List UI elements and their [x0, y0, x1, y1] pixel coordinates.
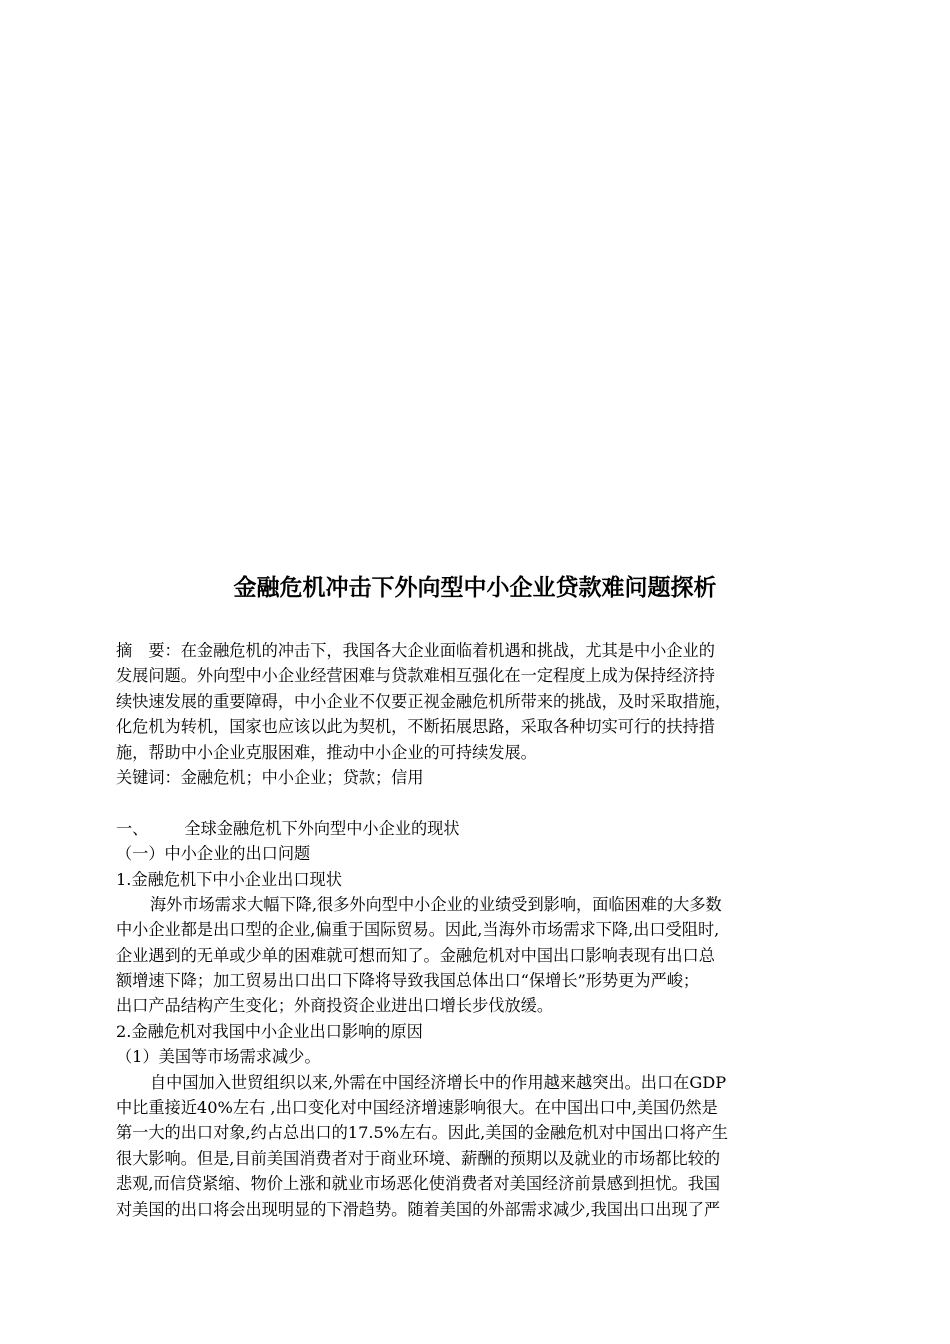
paragraph-line: 很大影响。但是,目前美国消费者对于商业环境、薪酬的预期以及就业的市场都比较的 [116, 1148, 721, 1168]
blank-line [116, 790, 838, 815]
abstract-line: 化危机为转机，国家也应该以此为契机，不断拓展思路，采取各种切实可行的扶持措 [116, 717, 715, 737]
abstract-line: 摘 要：在金融危机的冲击下，我国各大企业面临着机遇和挑战，尤其是中小企业的 [116, 641, 715, 660]
abstract-paragraph [116, 638, 838, 765]
abstract-line: 续快速发展的重要障碍，中小企业不仅要正视金融危机所带来的挑战，及时采取措施， [116, 691, 732, 711]
section-number: 一、 [116, 818, 149, 838]
paragraph-line: 自中国加入世贸组织以来,外需在中国经济增长中的作用越来越突出。出口在GDP [150, 1072, 727, 1092]
paragraph-line: 第一大的出口对象,约占总出口的17.5%左右。因此,美国的金融危机对中国出口将产生 [116, 1123, 729, 1143]
item-heading: 1.金融危机下中小企业出口现状 [116, 869, 342, 889]
paragraph-line: 中比重接近40%左右 ,出口变化对中国经济增速影响很大。在中国出口中,美国仍然是 [116, 1098, 718, 1118]
abstract-line: 发展问题。外向型中小企业经营困难与贷款难相互强化在一定程度上成为保持经济持 [116, 666, 715, 686]
section-title: 全球金融危机下外向型中小企业的现状 [184, 818, 460, 838]
document-body [116, 638, 838, 1222]
paragraph-line: 悲观,而信贷紧缩、物价上涨和就业市场恶化使消费者对美国经济前景感到担忧。我国 [116, 1174, 721, 1194]
item-heading: 2.金融危机对我国中小企业出口影响的原因 [116, 1021, 423, 1041]
abstract-line: 施，帮助中小企业克服困难，推动中小企业的可持续发展。 [116, 742, 537, 762]
body-paragraph [116, 1070, 838, 1222]
paragraph-line: 中小企业都是出口型的企业,偏重于国际贸易。因此,当海外市场需求下降,出口受阻时, [116, 920, 720, 940]
paragraph-line: 额增速下降；加工贸易出口出口下降将导致我国总体出口“保增长”形势更为严峻； [116, 971, 700, 991]
subitem-heading: （1）美国等市场需求减少。 [116, 1047, 321, 1067]
keywords-line: 关键词：金融危机；中小企业；贷款；信用 [116, 767, 424, 787]
paragraph-line: 企业遇到的无单或少单的困难就可想而知了。金融危机对中国出口影响表现有出口总 [116, 945, 715, 965]
paragraph-line: 对美国的出口将会出现明显的下滑趋势。随着美国的外部需求减少,我国出口出现了严 [116, 1199, 721, 1219]
paragraph-line: 海外市场需求大幅下降,很多外向型中小企业的业绩受到影响，面临困难的大多数 [150, 894, 722, 914]
subsection-heading: （一）中小企业的出口问题 [116, 844, 311, 864]
body-paragraph [116, 892, 838, 1019]
paragraph-line: 出口产品结构产生变化；外商投资企业进出口增长步伐放缓。 [116, 996, 554, 1016]
section-heading [116, 816, 838, 841]
document-title: 金融危机冲击下外向型中小企业贷款难问题探析 [233, 575, 717, 601]
